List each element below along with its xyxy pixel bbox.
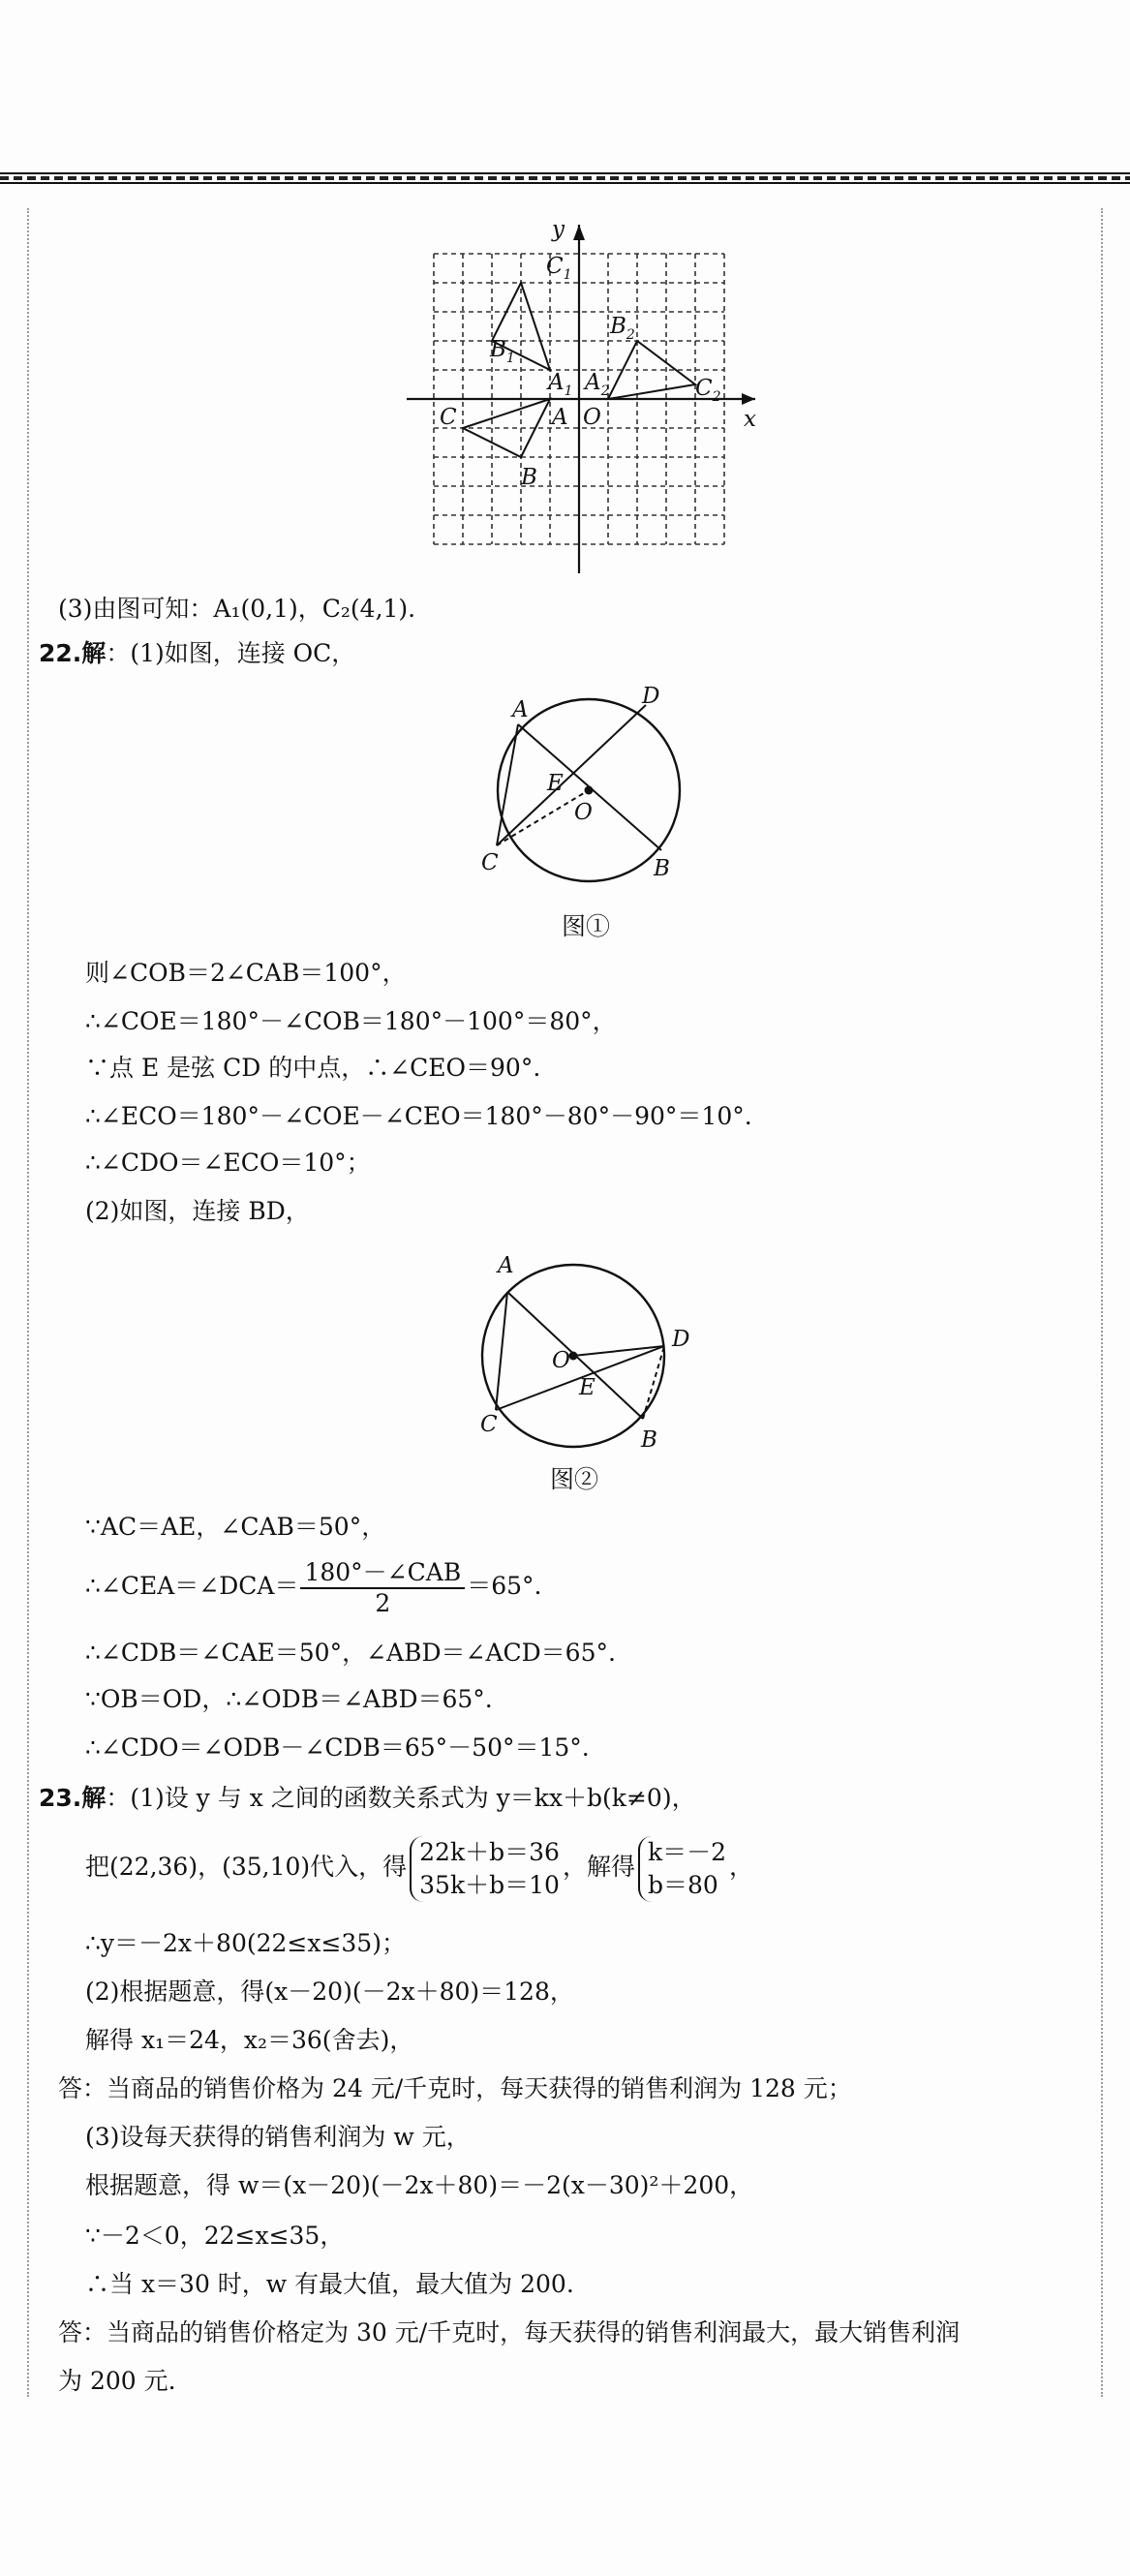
fig1-label-B: B <box>654 856 670 881</box>
q22-part1-line-5: ∴∠CDO＝∠ECO＝10°； <box>85 1149 371 1177</box>
q22-part2-line-5: ∴∠CDO＝∠ODB－∠CDB＝65°－50°＝15°. <box>85 1733 590 1762</box>
equation-system-2 <box>638 1836 726 1902</box>
q22-part2-intro: (2)如图，连接 BD， <box>85 1197 310 1225</box>
q23-line-8: ∴当 x＝30 时，w 有最大值，最大值为 200. <box>85 2270 574 2298</box>
sub-mid: ，解得 <box>562 1853 635 1881</box>
fraction-numerator: 180°－∠CAB <box>300 1558 465 1589</box>
fig2-caption: 图② <box>550 1465 599 1493</box>
q23-line-1: ∴y＝－2x＋80(22≤x≤35)； <box>85 1929 406 1957</box>
q23-line-6: 根据题意，得 w＝(x－20)(－2x＋80)＝－2(x－30)²＋200， <box>85 2171 754 2199</box>
fig1-label-C: C <box>481 850 499 875</box>
q22-part1-line-2: ∴∠COE＝180°－∠COB＝180°－100°＝80°， <box>85 1007 617 1035</box>
q22-part2-line-3: ∴∠CDB＝∠CAE＝50°，∠ABD＝∠ACD＝65°. <box>85 1639 616 1667</box>
q23-line-9: 答：当商品的销售价格定为 30 元/千克时，每天获得的销售利润最大，最大销售利润 <box>58 2318 961 2346</box>
system2-eq1: k＝－2 <box>647 1837 727 1866</box>
top-rule <box>0 172 1130 184</box>
q22-solve: 解 <box>81 639 107 667</box>
fig1-caption: 图① <box>562 912 611 940</box>
system1-eq2: 35k＋b＝10 <box>419 1870 560 1899</box>
fig2-label-A: A <box>498 1253 514 1278</box>
x-axis-label: x <box>744 407 756 432</box>
left-margin-line <box>27 208 29 2397</box>
label-A1: $A_1$ <box>548 370 573 399</box>
right-margin-line <box>1101 208 1103 2397</box>
q23-line-7: ∵－2＜0，22≤x≤35， <box>85 2222 345 2250</box>
q23-solve: 解 <box>81 1784 107 1812</box>
q21-part3: (3)由图可知：A₁(0,1)，C₂(4,1). <box>58 595 416 623</box>
fig1-label-O: O <box>574 800 593 825</box>
label-C: C <box>440 405 457 430</box>
label-B: B <box>521 465 537 490</box>
label-C2: $C_2$ <box>695 376 721 405</box>
label-A: A <box>552 405 568 430</box>
equation-system-1 <box>410 1836 560 1902</box>
q23-line-3: 解得 x₁＝24，x₂＝36(舍去)， <box>85 2026 414 2054</box>
fig1-label-D: D <box>642 686 660 709</box>
y-axis-label: y <box>552 217 565 242</box>
q22-part2-fraction-line <box>85 1553 541 1619</box>
fig2-label-B: B <box>641 1427 657 1453</box>
fig2-label-D: D <box>672 1327 690 1352</box>
fig2-label-C: C <box>480 1412 498 1437</box>
fig2-label-O: O <box>552 1348 570 1373</box>
circle-figure-1 <box>479 686 702 899</box>
q22-part1-line-4: ∴∠ECO＝180°－∠COE－∠CEO＝180°－80°－90°＝10°. <box>85 1102 752 1130</box>
q22-intro: ：(1)如图，连接 OC， <box>106 639 356 667</box>
label-C1: $C_1$ <box>546 254 572 283</box>
fraction-prefix: ∴∠CEA＝∠DCA＝ <box>85 1572 299 1600</box>
q23-intro: ：(1)设 y 与 x 之间的函数关系式为 y＝kx＋b(k≠0)， <box>106 1784 696 1812</box>
sub-end: ， <box>729 1853 754 1881</box>
q22-part2-line-1: ∵AC＝AE，∠CAB＝50°， <box>85 1513 386 1541</box>
fraction <box>300 1558 465 1618</box>
label-B2: $B_2$ <box>610 314 635 343</box>
q23-substitution-line <box>85 1828 753 1906</box>
system1-eq1: 22k＋b＝36 <box>419 1837 560 1866</box>
label-A2: $A_2$ <box>585 370 610 399</box>
q23-number: 23. <box>39 1784 82 1812</box>
q22-header <box>39 637 355 670</box>
label-O: O <box>583 405 601 430</box>
q23-line-5: (3)设每天获得的销售利润为 w 元， <box>85 2123 471 2151</box>
system2-eq2: b＝80 <box>647 1870 718 1899</box>
circle-figure-2 <box>474 1249 707 1453</box>
label-B1: $B_1$ <box>490 337 515 366</box>
q23-line-4: 答：当商品的销售价格为 24 元/千克时，每天获得的销售利润为 128 元； <box>58 2074 852 2102</box>
fraction-denominator: 2 <box>375 1588 391 1617</box>
q23-line-10: 为 200 元. <box>58 2367 176 2395</box>
q23-header <box>39 1782 696 1815</box>
sub-prefix: 把(22,36)，(35,10)代入，得 <box>85 1853 408 1881</box>
q22-part2-line-4: ∵OB＝OD，∴∠ODB＝∠ABD＝65°. <box>85 1685 493 1713</box>
fig2-label-E: E <box>579 1375 596 1400</box>
q22-number: 22. <box>39 639 82 667</box>
q22-part1-line-3: ∵点 E 是弦 CD 的中点，∴∠CEO＝90°. <box>85 1054 541 1082</box>
fig1-label-A: A <box>512 697 529 722</box>
fraction-suffix: ＝65°. <box>467 1572 542 1600</box>
fig1-label-E: E <box>547 771 564 796</box>
q22-part1-line-1: 则∠COB＝2∠CAB＝100°， <box>85 959 407 987</box>
q23-line-2: (2)根据题意，得(x－20)(－2x＋80)＝128， <box>85 1978 574 2006</box>
grid-coordinate-figure <box>407 215 775 583</box>
